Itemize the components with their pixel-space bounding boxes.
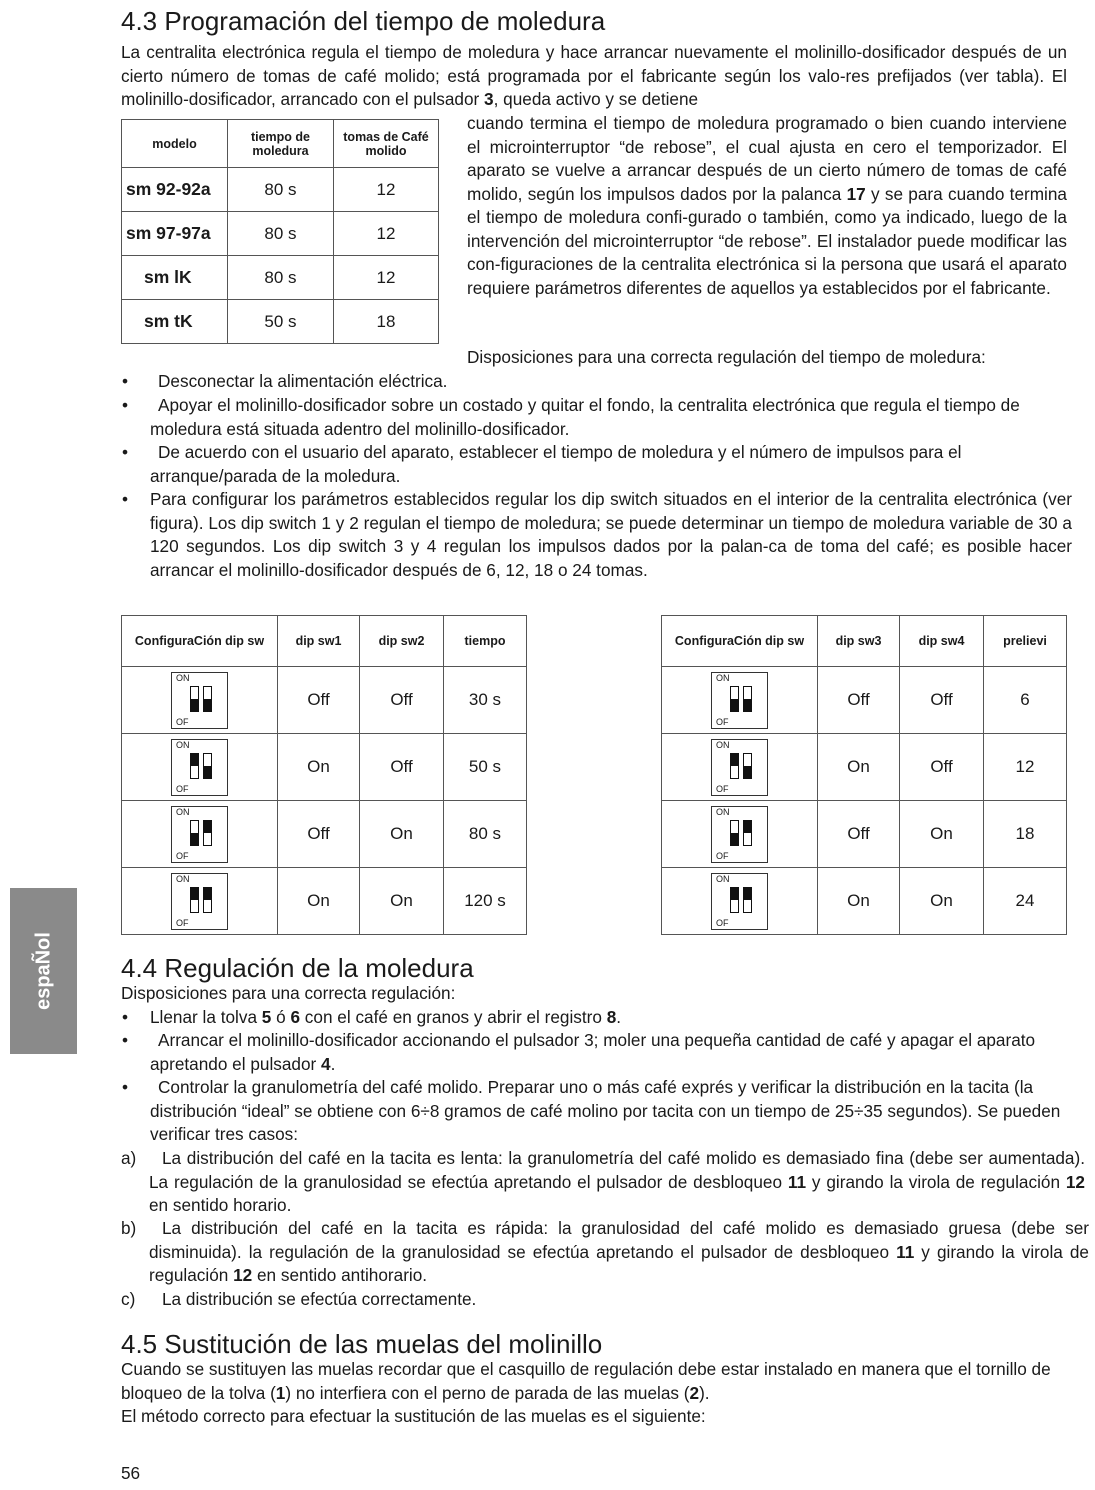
- model-table: [121, 119, 439, 344]
- grind-time: 80 s: [228, 168, 334, 212]
- section-4-5-heading: 4.5 Sustitución de las muelas del molinillo: [121, 1329, 603, 1359]
- dose-count: 12: [334, 212, 439, 256]
- list-item: • Controlar la granulometría del café molido. Preparar uno o más café exprés y verificar la distribución en la tacita (la distribución “ideal” se obtiene con 6÷8 gramos de café molino por tacita con un tiempo de 25÷35 segundos). Se pueden verificar tres casos:: [122, 1077, 1061, 1144]
- model-name: sm 97-97a: [122, 212, 228, 256]
- list-item: • De acuerdo con el usuario del aparato, establecer el tiempo de moledura y el número de impulsos para el arranque/parada de la moledura.: [122, 442, 962, 486]
- list-item: • Desconectar la alimentación eléctrica.: [122, 371, 448, 391]
- dip-switch-diagram: ON OF: [711, 672, 768, 729]
- sw-state: On: [278, 868, 360, 935]
- case-a: a) La distribución del café en la tacita es lenta: la granulometría del café molido es demasiado fina (debe ser aumentada). La regulación de la granulosidad se efectúa apretando el pulsador de desbloqueo 11 y girando la virola de regulación 12 en sentido horario.: [121, 1148, 1085, 1215]
- sw-state: Off: [900, 734, 984, 801]
- table-row: [662, 801, 1067, 868]
- model-name: sm tK: [122, 300, 228, 344]
- doses-value: 12: [984, 734, 1067, 801]
- section-4-5-method: El método correcto para efectuar la sustitución de las muelas es el siguiente:: [121, 1406, 706, 1426]
- sw-state: On: [360, 801, 444, 868]
- time-value: 80 s: [444, 801, 527, 868]
- list-item: • Apoyar el molinillo-dosificador sobre un costado y quitar el fondo, la centralita electrónica que regula el tiempo de moledura está situada adentro del molinillo-dosificador.: [122, 395, 1020, 439]
- sw-state: Off: [818, 801, 900, 868]
- table-row: [662, 734, 1067, 801]
- model-name: sm 92-92a: [122, 168, 228, 212]
- case-c: c) La distribución se efectúa correctamente.: [121, 1289, 477, 1309]
- dose-count: 18: [334, 300, 439, 344]
- table-row: [122, 256, 439, 300]
- list-item: • Llenar la tolva 5 ó 6 con el café en granos y abrir el registro 8.: [122, 1007, 622, 1027]
- section-4-4-heading: 4.4 Regulación de la moledura: [121, 953, 474, 983]
- grind-time: 80 s: [228, 256, 334, 300]
- section-4-4-intro: Disposiciones para una correcta regulación:: [121, 983, 456, 1003]
- config-header: ConfiguraCión dip sw: [122, 616, 278, 667]
- sw-state: On: [900, 801, 984, 868]
- time-value: 30 s: [444, 667, 527, 734]
- dip-switch-diagram: ON OF: [711, 806, 768, 863]
- dip-sw3-header: dip sw3: [818, 616, 900, 667]
- table-row: [122, 212, 439, 256]
- dip-switch-diagram: ON OF: [711, 739, 768, 796]
- table-row: [122, 168, 439, 212]
- sw-state: Off: [278, 667, 360, 734]
- section-4-3-wrap-text: cuando termina el tiempo de moledura programado o bien cuando interviene el microinterruptor “de rebose”, el cual ajusta en cero el temporizador. El aparato se vuelve a arrancar después de un cierto número de tomas de café molido, según los impulsos dados por la palanca 17 y se para cuando termina el tiempo de moledura confi-gurado o también, como ya indicado, luego de la intervención del microinterruptor “de rebose”. El instalador puede modificar las con-figuraciones de la centralita electrónica si la persona que usará el aparato requiere parámetros diferentes de aquellos ya establecidos por el fabricante.: [467, 113, 1067, 298]
- list-item: • Para configurar los parámetros establecidos regular los dip switch situados en el interior de la centralita electrónica (ver figura). Los dip switch 1 y 2 regulan el tiempo de moledura; se puede determinar un tiempo de moledura variable de 30 a 120 segundos. Los dip switch 3 y 4 regulan los impulsos dados por la palan-ca de toma del café; es posible hacer arrancar el molinillo-dosificador después de 6, 12, 18 o 24 tomas.: [122, 489, 1072, 580]
- table-row: [662, 868, 1067, 935]
- dip-switch-diagram: ON OF: [171, 739, 228, 796]
- dip-switch-diagram: ON OF: [711, 873, 768, 930]
- dip-table-doses: [661, 615, 1067, 935]
- section-4-5-paragraph: Cuando se sustituyen las muelas recordar que el casquillo de regulación debe estar instalado en manera que el tornillo de bloqueo de la tolva (1) no interfiera con el perno de parada de las muelas (2).: [121, 1359, 1051, 1403]
- page-number: 56: [121, 1463, 141, 1483]
- sw-state: On: [818, 868, 900, 935]
- time-value: 120 s: [444, 868, 527, 935]
- doses-value: 18: [984, 801, 1067, 868]
- doses-value: 6: [984, 667, 1067, 734]
- dip-sw4-header: dip sw4: [900, 616, 984, 667]
- grind-time: 50 s: [228, 300, 334, 344]
- dip-table-time: [121, 615, 527, 935]
- table-row: [122, 801, 527, 868]
- dose-count: 12: [334, 256, 439, 300]
- table-row: [122, 868, 527, 935]
- grind-time-header: tiempo de moledura: [228, 120, 334, 168]
- dip-sw1-header: dip sw1: [278, 616, 360, 667]
- sw-state: Off: [360, 667, 444, 734]
- sw-state: Off: [900, 667, 984, 734]
- table-row: [662, 667, 1067, 734]
- sw-state: Off: [818, 667, 900, 734]
- sw-state: Off: [278, 801, 360, 868]
- sw-state: On: [900, 868, 984, 935]
- doses-header: prelievi: [984, 616, 1067, 667]
- dip-switch-diagram: ON OF: [171, 672, 228, 729]
- model-header: modelo: [122, 120, 228, 168]
- sw-state: On: [818, 734, 900, 801]
- table-row: [122, 667, 527, 734]
- language-side-tab: [10, 888, 77, 1054]
- table-row: [122, 734, 527, 801]
- section-4-3-intro: La centralita electrónica regula el tiempo de moledura y hace arrancar nuevamente el molinillo-dosificador después de un cierto número de tomas de café molido; está programada por el fabricante según los valo-res prefijados (ver tabla). El molinillo-dosificador, arrancado con el pulsador 3, queda activo y se detiene: [121, 42, 1067, 109]
- section-4-3-heading: 4.3 Programación del tiempo de moledura: [121, 6, 606, 36]
- doses-value: 24: [984, 868, 1067, 935]
- dip-switch-diagram: ON OF: [171, 806, 228, 863]
- language-label: espaÑol: [32, 932, 54, 1010]
- dispositions-line: Disposiciones para una correcta regulación del tiempo de moledura:: [467, 347, 986, 367]
- sw-state: On: [278, 734, 360, 801]
- list-item: • Arrancar el molinillo-dosificador accionando el pulsador 3; moler una pequeña cantidad de café y apagar el aparato apretando el pulsador 4.: [122, 1030, 1036, 1074]
- sw-state: On: [360, 868, 444, 935]
- time-header: tiempo: [444, 616, 527, 667]
- doses-header: tomas de Café molido: [334, 120, 439, 168]
- grind-time: 80 s: [228, 212, 334, 256]
- table-row: [122, 300, 439, 344]
- dip-sw2-header: dip sw2: [360, 616, 444, 667]
- sw-state: Off: [360, 734, 444, 801]
- model-name: sm lK: [122, 256, 228, 300]
- dip-switch-diagram: ON OF: [171, 873, 228, 930]
- dose-count: 12: [334, 168, 439, 212]
- case-b: b) La distribución del café en la tacita es rápida: la granulosidad del café molido es demasiado gruesa (debe ser disminuida). la regulación de la granulosidad se efectúa apretando el pulsador de desbloqueo 11 y girando la virola de regulación 12 en sentido antihorario.: [121, 1218, 1089, 1285]
- time-value: 50 s: [444, 734, 527, 801]
- config-header: ConfiguraCión dip sw: [662, 616, 818, 667]
